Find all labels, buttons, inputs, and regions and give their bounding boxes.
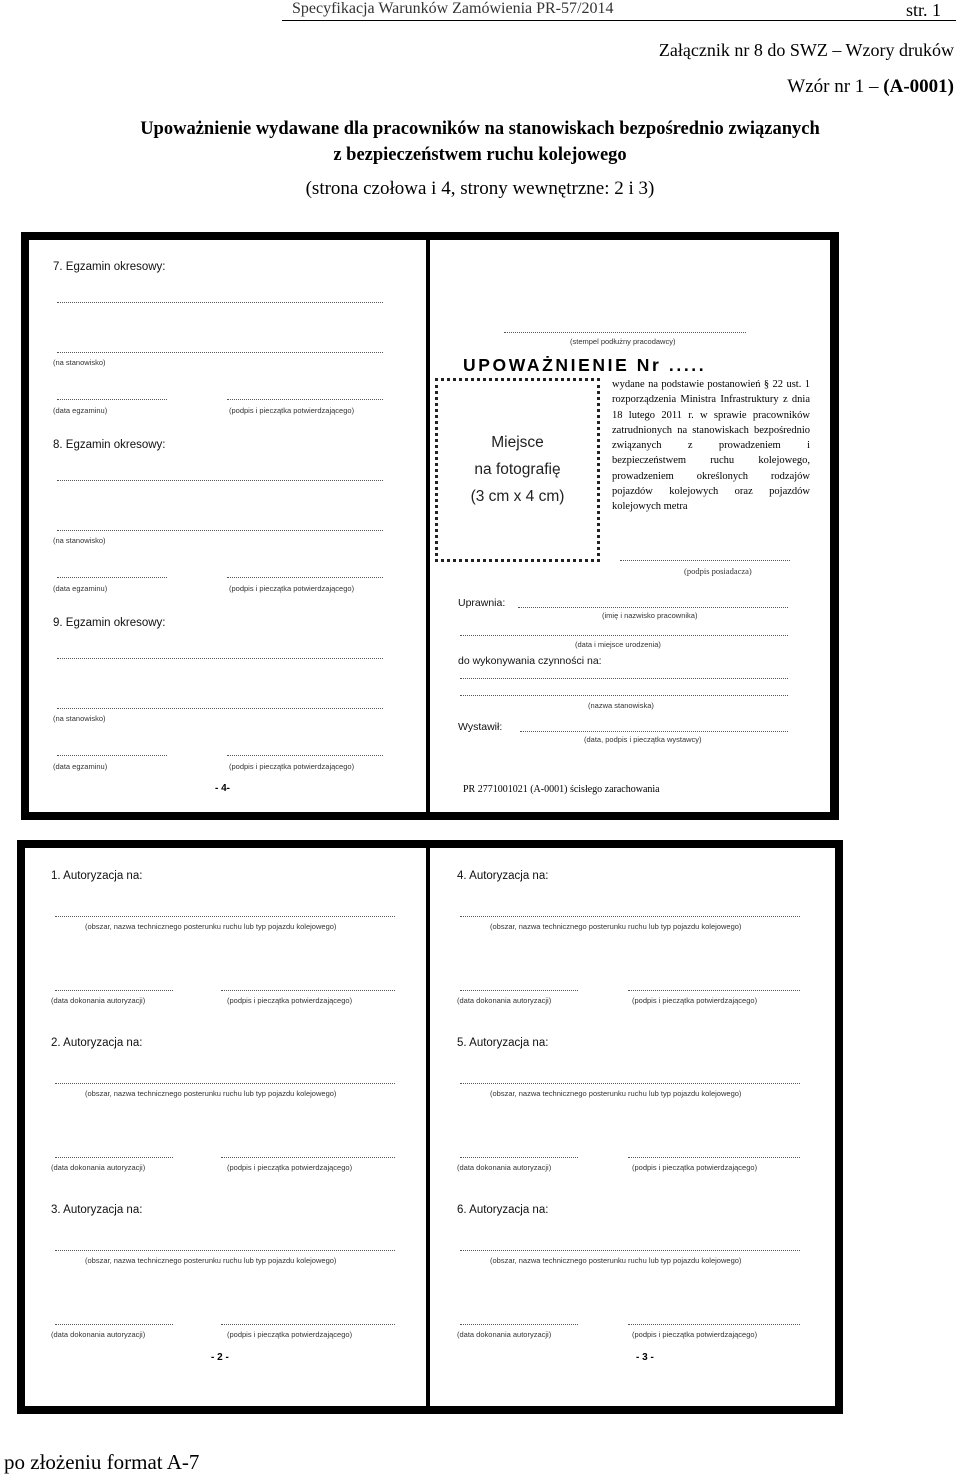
auth-1-title: 1. Autoryzacja na: (51, 870, 143, 882)
exam-7-date-line (57, 399, 167, 400)
auth-6-area-line (460, 1250, 800, 1251)
template-number (787, 76, 954, 98)
exam-8-title: 8. Egzamin okresowy: (53, 439, 166, 451)
exam-9-position-caption: (na stanowisko) (53, 714, 106, 723)
exam-9-date-caption: (data egzaminu) (53, 762, 108, 771)
employer-stamp-line (504, 332, 746, 333)
auth-6-area-caption: (obszar, nazwa technicznego posterunku ruchu lub typ pojazdu kolejowego) (490, 1256, 742, 1265)
exam-9-date-line (57, 755, 167, 756)
exam-8-sign-caption: (podpis i pieczątka potwierdzającego) (229, 584, 355, 593)
auth-1-area-line (55, 916, 395, 917)
exam-8-date-caption: (data egzaminu) (53, 584, 108, 593)
auth-3-title: 3. Autoryzacja na: (51, 1204, 143, 1216)
exam-7-position-line (57, 352, 383, 353)
employer-stamp-caption: (stempel podłużny pracodawcy) (570, 337, 676, 346)
auth-5-title: 5. Autoryzacja na: (457, 1037, 549, 1049)
auth-6-date-line (460, 1324, 578, 1325)
inner-spread (17, 840, 843, 1414)
auth-5-date-caption: (data dokonania autoryzacji) (457, 1163, 552, 1172)
exam-8-position-caption: (na stanowisko) (53, 536, 106, 545)
exam-7-sign-caption: (podpis i pieczątka potwierdzającego) (229, 406, 355, 415)
auth-1-area-caption: (obszar, nazwa technicznego posterunku ruchu lub typ pojazdu kolejowego) (85, 922, 337, 931)
activities-line-2 (460, 695, 788, 696)
exam-7-title: 7. Egzamin okresowy: (53, 261, 166, 273)
auth-4-area-line (460, 916, 800, 917)
document-subtitle: (strona czołowa i 4, strony wewnętrzne: 2 i 3) (305, 178, 655, 199)
page-4-number: - 4- (215, 783, 230, 794)
page-2-number: - 2 - (211, 1352, 229, 1363)
authorization-heading: UPOWAŻNIENIE Nr ..... (463, 355, 707, 375)
auth-2-area-caption: (obszar, nazwa technicznego posterunku ruchu lub typ pojazdu kolejowego) (85, 1089, 337, 1098)
auth-6-date-caption: (data dokonania autoryzacji) (457, 1330, 552, 1339)
attachment-label: Załącznik nr 8 do SWZ – Wzory druków (658, 40, 954, 60)
exam-9-line (57, 658, 383, 659)
page-number: str. 1 (906, 0, 942, 20)
folded-format-note: po złożeniu format A-7 (4, 1450, 200, 1474)
auth-3-area-caption: (obszar, nazwa technicznego posterunku ruchu lub typ pojazdu kolejowego) (85, 1256, 337, 1265)
exam-9-position-line (57, 708, 383, 709)
form-registry-footer: PR 2771001021 (A-0001) ścisłego zarachowania (463, 784, 660, 795)
auth-4-date-caption: (data dokonania autoryzacji) (457, 996, 552, 1005)
header-rule (282, 20, 956, 21)
exam-8-sign-line (227, 577, 383, 578)
birth-line (460, 635, 788, 636)
auth-1-sign-caption: (podpis i pieczątka potwierdzającego) (227, 996, 353, 1005)
template-prefix: Wzór nr 1 – (787, 76, 884, 97)
exam-8-date-line (57, 577, 167, 578)
page-4 (29, 240, 426, 812)
employee-name-caption: (imię i nazwisko pracownika) (602, 611, 698, 620)
legal-basis-text: wydane na podstawie postanowień § 22 ust. 1 rozporządzenia Ministra Infrastruktury z dnia 18 lutego 2011 r. w sprawie pracowników zatrudnionych na stanowiskach bezpośrednio związanych z prowadzeniem i bezpieczeństwem ruchu kolejowego, prowadzeniem określonych rodzajów pojazdów kolejowych oraz pojazdów kolejowych metra (612, 379, 810, 513)
auth-5-sign-caption: (podpis i pieczątka potwierdzającego) (632, 1163, 758, 1172)
birth-caption: (data i miejsce urodzenia) (575, 640, 661, 649)
auth-1-date-caption: (data dokonania autoryzacji) (51, 996, 146, 1005)
holder-signature-line (620, 560, 790, 561)
document-title (0, 116, 960, 168)
auth-2-date-line (55, 1157, 173, 1158)
exam-9-sign-caption: (podpis i pieczątka potwierdzającego) (229, 762, 355, 771)
auth-4-date-line (460, 990, 578, 991)
auth-2-area-line (55, 1083, 395, 1084)
entitles-label: Uprawnia: (458, 597, 506, 609)
auth-3-sign-caption: (podpis i pieczątka potwierdzającego) (227, 1330, 353, 1339)
auth-1-date-line (55, 990, 173, 991)
auth-1-sign-line (221, 990, 395, 991)
position-name-caption: (nazwa stanowiska) (588, 701, 654, 710)
auth-4-area-caption: (obszar, nazwa technicznego posterunku ruchu lub typ pojazdu kolejowego) (490, 922, 742, 931)
auth-2-date-caption: (data dokonania autoryzacji) (51, 1163, 146, 1172)
photo-line-3: (3 cm x 4 cm) (470, 488, 565, 505)
photo-line-1: Miejsce (491, 434, 544, 451)
cover-spread (21, 232, 839, 820)
activities-label: do wykonywania czynności na: (458, 655, 602, 667)
auth-2-sign-line (221, 1157, 395, 1158)
auth-2-sign-caption: (podpis i pieczątka potwierdzającego) (227, 1163, 353, 1172)
photo-placeholder (435, 378, 600, 562)
auth-4-sign-caption: (podpis i pieczątka potwierdzającego) (632, 996, 758, 1005)
page-3 (430, 848, 835, 1406)
holder-signature-caption: (podpis posiadacza) (684, 566, 752, 576)
auth-6-sign-line (628, 1324, 800, 1325)
issuer-line (520, 731, 788, 732)
page-2 (25, 848, 426, 1406)
auth-5-area-caption: (obszar, nazwa technicznego posterunku ruchu lub typ pojazdu kolejowego) (490, 1089, 742, 1098)
exam-7-line (57, 302, 383, 303)
title-line-1: Upoważnienie wydawane dla pracowników na stanowiskach bezpośrednio związanych (140, 119, 820, 139)
auth-6-sign-caption: (podpis i pieczątka potwierdzającego) (632, 1330, 758, 1339)
auth-5-date-line (460, 1157, 578, 1158)
auth-4-title: 4. Autoryzacja na: (457, 870, 549, 882)
exam-9-title: 9. Egzamin okresowy: (53, 617, 166, 629)
auth-3-area-line (55, 1250, 395, 1251)
issuer-caption: (data, podpis i pieczątka wystawcy) (584, 735, 702, 744)
exam-7-position-caption: (na stanowisko) (53, 358, 106, 367)
exam-8-position-line (57, 530, 383, 531)
employee-name-line (518, 607, 788, 608)
auth-3-date-line (55, 1324, 173, 1325)
page-1 (430, 240, 830, 812)
exam-9-sign-line (227, 755, 383, 756)
issued-by-label: Wystawił: (458, 721, 503, 733)
template-code: (A-0001) (883, 76, 954, 97)
photo-caption (438, 429, 597, 510)
auth-6-title: 6. Autoryzacja na: (457, 1204, 549, 1216)
activities-line-1 (460, 678, 788, 679)
exam-7-date-caption: (data egzaminu) (53, 406, 108, 415)
exam-8-line (57, 480, 383, 481)
title-line-2: z bezpieczeństwem ruchu kolejowego (333, 145, 627, 165)
auth-3-sign-line (221, 1324, 395, 1325)
auth-3-date-caption: (data dokonania autoryzacji) (51, 1330, 146, 1339)
photo-line-2: na fotografię (474, 461, 561, 478)
auth-5-area-line (460, 1083, 800, 1084)
spec-header: Specyfikacja Warunków Zamówienia PR-57/2014 (292, 0, 614, 17)
exam-7-sign-line (227, 399, 383, 400)
auth-5-sign-line (628, 1157, 800, 1158)
page-3-number: - 3 - (636, 1352, 654, 1363)
auth-2-title: 2. Autoryzacja na: (51, 1037, 143, 1049)
auth-4-sign-line (628, 990, 800, 991)
